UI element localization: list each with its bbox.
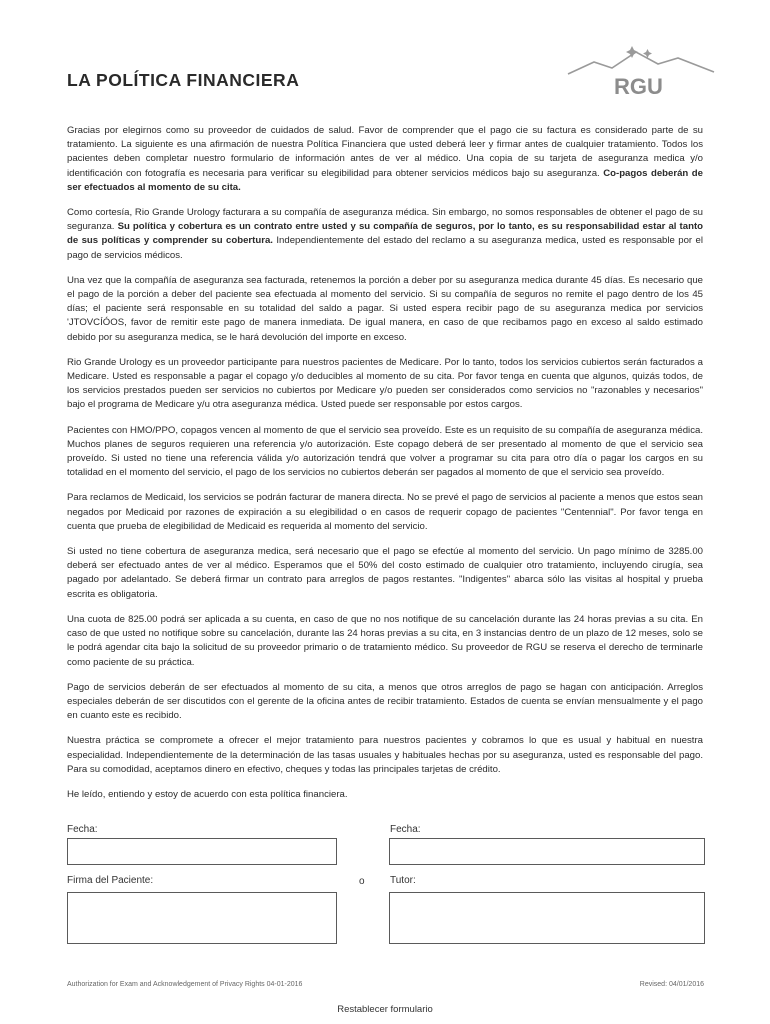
firma-label: Firma del Paciente: [67, 875, 154, 886]
bold-text-segment: Co-pagos deberán de ser efectuados al momento de su cita. [67, 167, 703, 193]
text-segment: Gracias por elegirnos como su proveedor de cuidados de salud. Favor de comprender que el pago cie su factura es considerado parte de su tratamiento. La siguiente es una afirmación de nuestra Política Financiera que usted deberá leer y firmar antes de cualquier tratamiento. Todos los pacientes deben completar nuestro formulario de información antes de ver al médico. Una copia de su tarjeta de aseguranza medica y/o identificación con fotografía es necesaria para verificar su elegibilidad para obtener servicios médicos bajo su aseguranza. [67, 125, 703, 179]
policy-paragraph [67, 124, 703, 195]
text-segment: Rio Grande Urology es un proveedor participante para nuestros pacientes de Medicare. Por lo tanto, todos los servicios cubiertos serán facturados a Medicare. Usted es responsable a pagar el copago y/o deducibles al momento de su cita. Por favor tenga en cuenta que algunos, quizás todos, de los servicios prestados pueden ser servicios no cubiertos por Medicare y/o pueden ser considerados como servicios no "razonables y necesarios" bajo el programa de Medicare y/u otra aseguranza médica. Usted puede ser responsable por estos cargos. [67, 356, 703, 411]
reset-form-button[interactable]: Restablecer formulario [337, 1004, 433, 1015]
rgu-logo [566, 44, 716, 100]
tutor-label: Tutor: [390, 875, 416, 886]
text-segment: He leído, entiendo y estoy de acuerdo con esta política financiera. [67, 788, 348, 800]
policy-paragraph [67, 681, 703, 724]
bold-text-segment: Su política y cobertura es un contrato entre usted y su compañía de seguros, por lo tanto, es su responsabilidad estar al tanto de sus políticas y comprender su cobertura. [67, 221, 703, 247]
fecha-field-right[interactable] [389, 838, 705, 865]
policy-paragraph [67, 613, 703, 670]
or-label: o [359, 876, 365, 887]
footer-left: Authorization for Exam and Acknowledgement of Privacy Rights 04-01-2016 [67, 981, 303, 988]
policy-paragraph [67, 424, 703, 481]
policy-text [67, 124, 703, 813]
text-segment: Una cuota de 825.00 podrá ser aplicada a su cuenta, en caso de que no nos notifique de su cancelación durante las 24 horas previas a su cita. En caso de que usted no notifique sobre su cancelación, durante las 24 horas previas a su cita, en 3 instancias dentro de un plazo de 12 meses, solo se le podrá agendar cita bajo la solicitud de su proveedor primario o de tratamiento médico. Su proveedor de RGU se reserva el derecho de terminarle como paciente de su práctica. [67, 613, 703, 668]
policy-paragraph [67, 788, 703, 802]
policy-paragraph [67, 356, 703, 413]
footer-right: Revised: 04/01/2016 [639, 981, 704, 988]
text-segment: Independientemente del estado del reclamo a su aseguranza medica, usted es responsable por el pago de servicios médicos. [67, 235, 703, 261]
fecha-label-left: Fecha: [67, 824, 98, 835]
tutor-signature-field[interactable] [389, 892, 705, 944]
policy-paragraph [67, 274, 703, 345]
policy-paragraph [67, 545, 703, 602]
fecha-label-right: Fecha: [390, 824, 421, 835]
text-segment: Pago de servicios deberán de ser efectuados al momento de su cita, a menos que otros arreglos de pago se hagan con anticipación. Arreglos especiales deberán de ser discutidos con el gerente de la oficina antes de recibir tratamiento. Estados de cuenta se envían mensualmente y el pago en cuanto este es recibido. [67, 681, 703, 722]
text-segment: Pacientes con HMO/PPO, copagos vencen al momento de que el servicio sea proveído. Este es un requisito de su compañía de aseguranza médica. Muchos planes de seguros requieren una referencia y/o autorización. Este copago deberá de ser presentado al momento de que el servicio sea proveído. Si usted no tiene una referencia válida y/o autorización tendrá que volver a programar su cita para otro día o pagar los cargos en su totalidad en el momento del servicio, el pago de los servicios no cubiertos deberán ser pagados al momento de que el servicio sea proveído. [67, 424, 703, 479]
text-segment: Como cortesía, Rio Grande Urology facturara a su compañía de aseguranza médica. Sin embargo, no somos responsables de obtener el pago de su seguranza. [67, 207, 703, 233]
text-segment: Para reclamos de Medicaid, los servicios se podrán facturar de manera directa. No se prevé el pago de servicios al paciente a menos que estos sean negados por Medicaid por razones de expiración a su elegibilidad o en casos de requerir copago de pacientes "Centennial". Por favor tenga en cuenta que prueba de elegibilidad de Medicaid es requerida al momento del servicio. [67, 492, 703, 532]
text-segment: Nuestra práctica se compromete a ofrecer el mejor tratamiento para nuestros pacientes y cobramos lo que es usual y habitual en nuestra especialidad. Independientemente de la determinación de las tasas usuales y habituales hechas por su aseguranza, usted es responsable del pago. Para su comodidad, aceptamos dinero en efectivo, cheques y todas las principales tarjetas de crédito. [67, 735, 703, 775]
fecha-field-left[interactable] [67, 838, 337, 865]
patient-signature-field[interactable] [67, 892, 337, 944]
text-segment: Si usted no tiene cobertura de aseguranza medica, será necesario que el pago se efectúe al momento del servicio. Un pago mínimo de 3285.00 deberá ser efectuado antes de ver al médico. Esperamos que el 50% del costo estimado de cualquier otro tratamiento, incluyendo cirugía, sea pagado por adelantado. Se deberá firmar un contrato para arreglos de pagos restantes. "Indigentes" abarca sólo las visitas al hospital y prueba escrita es obligatoria. [67, 546, 703, 600]
policy-paragraph [67, 734, 703, 777]
svg-text:RGU: RGU [614, 74, 663, 99]
text-segment: Una vez que la compañía de aseguranza sea facturada, retenemos la porción a deber por su aseguranza medica durante 45 días. Es necesario que el pago de la porción a deber del paciente sea efectuada al momento del servicio. Si su compañía de seguros no remite el pago dentro de los 45 días; el paciente será responsable en su totalidad del saldo a pagar. Si usted espera recibir pago de su aseguranza medica por servicios 'JTOVCÍÓOS, favor de remitir este pago de manera inmediata. De igual manera, en caso de que recibamos pago en exceso al saldo estimado debido por su aseguranza medica, se le hará devolución del importe en exceso. [67, 274, 703, 343]
policy-paragraph [67, 206, 703, 263]
page-title: LA POLÍTICA FINANCIERA [67, 70, 300, 90]
policy-paragraph [67, 491, 703, 534]
